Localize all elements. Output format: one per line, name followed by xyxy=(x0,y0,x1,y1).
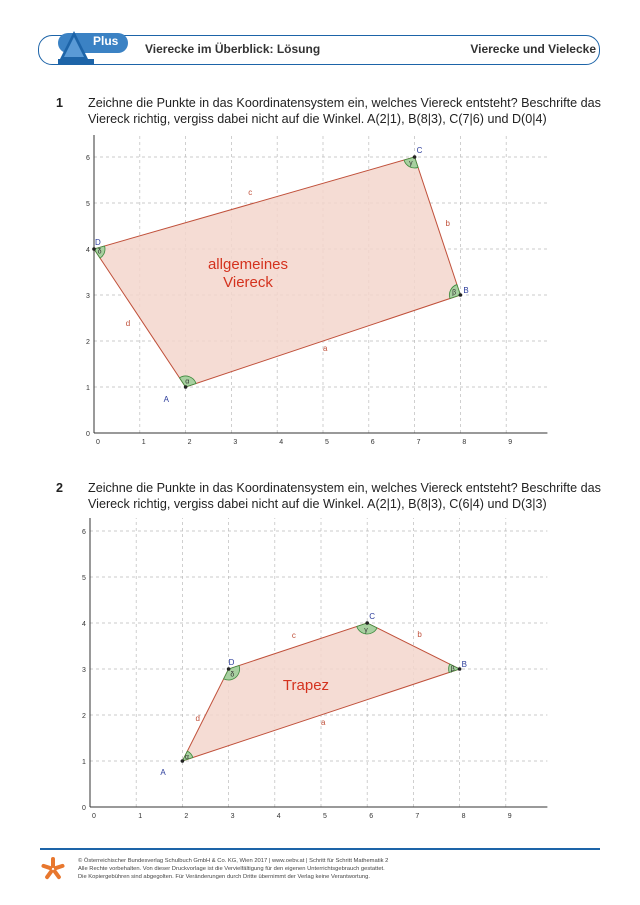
x-tick-label: 2 xyxy=(187,439,192,446)
x-tick-label: 6 xyxy=(370,439,375,446)
logo-label: Plus xyxy=(93,34,119,48)
x-tick-label: 4 xyxy=(279,439,284,446)
task-text: Zeichne die Punkte in das Koordinatensystem ein, welches Viereck entsteht? Beschrifte das Viereck richtig, vergiss dabei nicht auf die Winkel. A(2|1), B(8|3), C(7|6) und D(0|4) xyxy=(88,96,601,126)
y-tick-label: 4 xyxy=(82,621,86,628)
side-label: a xyxy=(321,718,326,727)
vertex-point xyxy=(184,385,188,389)
shape-name-label: Trapez xyxy=(282,677,330,694)
x-tick-label: 3 xyxy=(230,813,235,820)
side-label: a xyxy=(323,344,328,353)
angle-label: δ xyxy=(97,248,102,256)
x-tick-label: 8 xyxy=(462,439,467,446)
y-tick-label: 3 xyxy=(82,667,86,674)
footer-divider xyxy=(40,848,600,850)
x-tick-label: 4 xyxy=(276,813,281,820)
task-number: 2 xyxy=(56,481,64,495)
y-tick-label: 5 xyxy=(86,201,90,208)
vertex-point xyxy=(181,759,185,763)
x-tick-label: 1 xyxy=(138,813,143,820)
vertex-label: C xyxy=(416,146,423,155)
y-tick-label: 1 xyxy=(86,385,90,392)
vertex-point xyxy=(365,621,369,625)
footer-line-3: Die Kopiergebühren sind abgegolten. Für Veränderungen durch Dritte übernimmt der Verlag keine Verantwortung. xyxy=(78,874,370,880)
x-tick-label: 0 xyxy=(96,439,100,446)
side-label: c xyxy=(248,188,253,197)
x-tick-label: 8 xyxy=(461,813,466,820)
x-tick-label: 5 xyxy=(323,813,327,820)
x-tick-label: 5 xyxy=(325,439,329,446)
y-tick-label: 0 xyxy=(82,805,86,812)
side-label: b xyxy=(417,630,422,639)
vertex-label: D xyxy=(95,238,101,247)
angle-label: γ xyxy=(409,160,413,168)
y-tick-label: 0 xyxy=(86,431,90,438)
vertex-point xyxy=(92,247,96,251)
publisher-star-icon xyxy=(40,856,66,882)
y-tick-label: 1 xyxy=(82,759,86,766)
footer-line-2: Alle Rechte vorbehalten. Von dieser Druckvorlage ist die Vervielfältigung für den eigenen Unterrichtsgebrauch gestattet. xyxy=(78,866,385,872)
shape-name-label: Viereck xyxy=(223,274,273,291)
vertex-label: C xyxy=(369,612,375,621)
angle-label: β xyxy=(450,666,455,674)
angle-label: β xyxy=(452,289,457,297)
task-text: Zeichne die Punkte in das Koordinatensystem ein, welches Viereck entsteht? Beschrifte das Viereck richtig, vergiss dabei nicht auf die Winkel. A(2|1), B(8|3), C(6|4) und D(3|3) xyxy=(88,481,601,511)
angle-label: γ xyxy=(364,626,368,634)
x-tick-label: 7 xyxy=(415,813,420,820)
x-tick-label: 9 xyxy=(507,813,512,820)
footer-line-1: © Österreichischer Bundesverlag Schulbuch GmbH & Co. KG, Wien 2017 | www.oebv.at | Schritt für Schritt Mathematik 2 xyxy=(78,858,389,864)
vertex-label: D xyxy=(228,658,235,667)
angle-label: α xyxy=(184,754,189,762)
vertex-point xyxy=(227,667,231,671)
side-label: d xyxy=(195,714,200,723)
vertex-point xyxy=(459,293,463,297)
angle-label: α xyxy=(185,378,190,386)
x-tick-label: 7 xyxy=(416,439,421,446)
page-title: Vierecke im Überblick: Lösung xyxy=(145,42,321,56)
y-tick-label: 4 xyxy=(86,247,90,254)
task-number: 1 xyxy=(56,96,64,110)
side-label: c xyxy=(291,631,296,640)
y-tick-label: 5 xyxy=(82,575,86,582)
y-tick-label: 2 xyxy=(82,713,86,720)
vertex-label: B xyxy=(461,660,467,669)
y-tick-label: 6 xyxy=(86,155,90,162)
x-tick-label: 1 xyxy=(141,439,146,446)
footer-copyright xyxy=(78,857,598,881)
chapter-title: Vierecke und Vielecke xyxy=(470,42,596,56)
y-tick-label: 3 xyxy=(86,293,90,300)
y-tick-label: 6 xyxy=(82,529,86,536)
vertex-label: A xyxy=(163,395,169,404)
side-label: d xyxy=(125,319,131,328)
vertex-label: A xyxy=(160,768,166,777)
x-tick-label: 6 xyxy=(369,813,374,820)
angle-label: δ xyxy=(230,671,235,679)
x-tick-label: 0 xyxy=(92,813,96,820)
y-tick-label: 2 xyxy=(86,339,90,346)
vertex-point xyxy=(413,155,417,159)
side-label: b xyxy=(445,219,450,228)
vertex-label: B xyxy=(463,286,469,295)
x-tick-label: 9 xyxy=(508,439,513,446)
x-tick-label: 3 xyxy=(233,439,238,446)
x-tick-label: 2 xyxy=(184,813,189,820)
coordinate-system-2 xyxy=(66,518,576,833)
shape-name-label: allgemeines xyxy=(207,256,289,273)
coordinate-system-1 xyxy=(70,135,580,455)
